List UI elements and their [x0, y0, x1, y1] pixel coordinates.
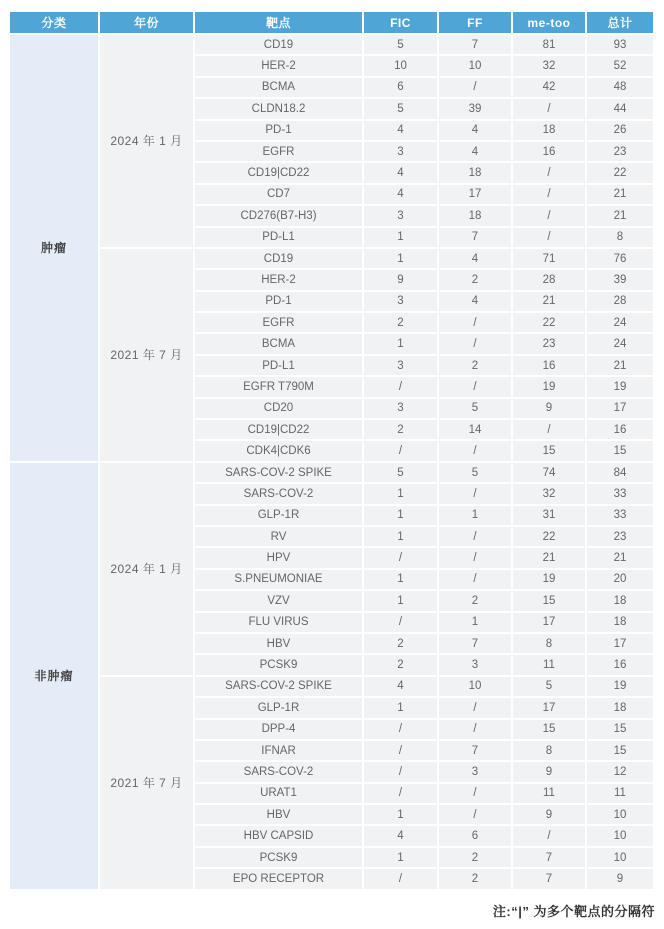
fic-cell: 2: [364, 313, 437, 332]
target-cell: HER-2: [195, 270, 362, 289]
ff-cell: 5: [439, 463, 511, 482]
year-cell: 2021 年 7 月: [100, 677, 193, 889]
ff-cell: 7: [439, 741, 511, 760]
fic-cell: 3: [364, 399, 437, 418]
metoo-cell: 11: [513, 655, 585, 674]
fic-cell: 1: [364, 484, 437, 503]
fic-cell: 9: [364, 270, 437, 289]
target-counts-table: [8, 10, 655, 891]
target-cell: HBV CAPSID: [195, 826, 362, 845]
ff-cell: 7: [439, 228, 511, 247]
total-cell: 76: [587, 249, 653, 268]
fic-cell: 2: [364, 634, 437, 653]
target-cell: PD-1: [195, 292, 362, 311]
target-cell: FLU VIRUS: [195, 613, 362, 632]
total-cell: 33: [587, 506, 653, 525]
header-row: [10, 12, 653, 33]
fic-cell: 2: [364, 420, 437, 439]
ff-cell: 2: [439, 356, 511, 375]
metoo-cell: 8: [513, 741, 585, 760]
total-cell: 18: [587, 613, 653, 632]
target-cell: PCSK9: [195, 848, 362, 867]
ff-cell: 1: [439, 506, 511, 525]
ff-cell: /: [439, 313, 511, 332]
fic-cell: 3: [364, 356, 437, 375]
fic-cell: /: [364, 784, 437, 803]
metoo-cell: 15: [513, 591, 585, 610]
target-cell: EGFR T790M: [195, 377, 362, 396]
ff-cell: 4: [439, 249, 511, 268]
metoo-cell: /: [513, 99, 585, 118]
ff-cell: /: [439, 441, 511, 460]
fic-cell: 2: [364, 655, 437, 674]
ff-cell: 14: [439, 420, 511, 439]
target-cell: HER-2: [195, 56, 362, 75]
target-cell: EGFR: [195, 142, 362, 161]
fic-cell: /: [364, 441, 437, 460]
target-cell: VZV: [195, 591, 362, 610]
column-header: 年份: [100, 12, 193, 33]
total-cell: 84: [587, 463, 653, 482]
metoo-cell: 22: [513, 527, 585, 546]
fic-cell: 4: [364, 185, 437, 204]
total-cell: 8: [587, 228, 653, 247]
ff-cell: /: [439, 548, 511, 567]
fic-cell: 5: [364, 463, 437, 482]
total-cell: 23: [587, 527, 653, 546]
year-cell: 2024 年 1 月: [100, 35, 193, 247]
metoo-cell: 16: [513, 356, 585, 375]
ff-cell: /: [439, 784, 511, 803]
fic-cell: /: [364, 548, 437, 567]
metoo-cell: 7: [513, 869, 585, 888]
target-cell: CDK4|CDK6: [195, 441, 362, 460]
target-cell: CD276(B7-H3): [195, 206, 362, 225]
column-header: 分类: [10, 12, 98, 33]
fic-cell: 4: [364, 677, 437, 696]
target-cell: EPO RECEPTOR: [195, 869, 362, 888]
fic-cell: 4: [364, 121, 437, 140]
total-cell: 21: [587, 356, 653, 375]
fic-cell: /: [364, 741, 437, 760]
metoo-cell: 9: [513, 805, 585, 824]
metoo-cell: 15: [513, 720, 585, 739]
fic-cell: 1: [364, 228, 437, 247]
fic-cell: 1: [364, 506, 437, 525]
column-header: 总计: [587, 12, 653, 33]
metoo-cell: /: [513, 185, 585, 204]
target-cell: SARS-COV-2: [195, 484, 362, 503]
ff-cell: /: [439, 78, 511, 97]
target-cell: CD20: [195, 399, 362, 418]
total-cell: 33: [587, 484, 653, 503]
target-cell: GLP-1R: [195, 506, 362, 525]
total-cell: 93: [587, 35, 653, 54]
ff-cell: 3: [439, 655, 511, 674]
total-cell: 18: [587, 591, 653, 610]
column-header: 靶点: [195, 12, 362, 33]
total-cell: 28: [587, 292, 653, 311]
fic-cell: 1: [364, 591, 437, 610]
metoo-cell: 21: [513, 292, 585, 311]
total-cell: 24: [587, 313, 653, 332]
metoo-cell: 19: [513, 377, 585, 396]
ff-cell: 39: [439, 99, 511, 118]
total-cell: 10: [587, 805, 653, 824]
total-cell: 11: [587, 784, 653, 803]
total-cell: 48: [587, 78, 653, 97]
fic-cell: /: [364, 869, 437, 888]
total-cell: 15: [587, 441, 653, 460]
total-cell: 20: [587, 570, 653, 589]
metoo-cell: 17: [513, 613, 585, 632]
category-cell: 肿瘤: [10, 35, 98, 461]
target-cell: SARS-COV-2: [195, 762, 362, 781]
metoo-cell: /: [513, 228, 585, 247]
metoo-cell: 28: [513, 270, 585, 289]
ff-cell: 5: [439, 399, 511, 418]
target-cell: CD19|CD22: [195, 163, 362, 182]
ff-cell: /: [439, 570, 511, 589]
target-cell: PCSK9: [195, 655, 362, 674]
metoo-cell: /: [513, 163, 585, 182]
target-counts-table-wrap: [8, 10, 656, 891]
ff-cell: /: [439, 334, 511, 353]
ff-cell: /: [439, 527, 511, 546]
ff-cell: 3: [439, 762, 511, 781]
year-cell: 2021 年 7 月: [100, 249, 193, 461]
ff-cell: 2: [439, 848, 511, 867]
target-cell: EGFR: [195, 313, 362, 332]
fic-cell: 1: [364, 805, 437, 824]
ff-cell: 4: [439, 142, 511, 161]
fic-cell: 6: [364, 78, 437, 97]
metoo-cell: 19: [513, 570, 585, 589]
target-cell: DPP-4: [195, 720, 362, 739]
total-cell: 10: [587, 848, 653, 867]
total-cell: 21: [587, 185, 653, 204]
ff-cell: 4: [439, 121, 511, 140]
total-cell: 21: [587, 206, 653, 225]
metoo-cell: 5: [513, 677, 585, 696]
ff-cell: /: [439, 377, 511, 396]
ff-cell: 7: [439, 634, 511, 653]
ff-cell: 7: [439, 35, 511, 54]
metoo-cell: 32: [513, 484, 585, 503]
total-cell: 16: [587, 655, 653, 674]
fic-cell: 1: [364, 848, 437, 867]
metoo-cell: /: [513, 826, 585, 845]
total-cell: 52: [587, 56, 653, 75]
table-row: [10, 35, 653, 54]
fic-cell: /: [364, 377, 437, 396]
ff-cell: 18: [439, 206, 511, 225]
target-cell: CLDN18.2: [195, 99, 362, 118]
metoo-cell: 7: [513, 848, 585, 867]
target-cell: HPV: [195, 548, 362, 567]
metoo-cell: 32: [513, 56, 585, 75]
total-cell: 17: [587, 399, 653, 418]
table-row: [10, 677, 653, 696]
total-cell: 15: [587, 720, 653, 739]
total-cell: 26: [587, 121, 653, 140]
total-cell: 15: [587, 741, 653, 760]
footnote: 注:“|” 为多个靶点的分隔符: [492, 904, 655, 919]
total-cell: 44: [587, 99, 653, 118]
fic-cell: 1: [364, 334, 437, 353]
ff-cell: 10: [439, 677, 511, 696]
fic-cell: /: [364, 613, 437, 632]
target-cell: CD19|CD22: [195, 420, 362, 439]
table-row: [10, 463, 653, 482]
ff-cell: 2: [439, 270, 511, 289]
column-header: FF: [439, 12, 511, 33]
metoo-cell: 81: [513, 35, 585, 54]
ff-cell: 1: [439, 613, 511, 632]
total-cell: 9: [587, 869, 653, 888]
total-cell: 16: [587, 420, 653, 439]
fic-cell: 3: [364, 206, 437, 225]
fic-cell: 1: [364, 527, 437, 546]
target-cell: GLP-1R: [195, 698, 362, 717]
metoo-cell: 22: [513, 313, 585, 332]
ff-cell: /: [439, 484, 511, 503]
fic-cell: 3: [364, 142, 437, 161]
fic-cell: 5: [364, 35, 437, 54]
metoo-cell: 21: [513, 548, 585, 567]
target-cell: SARS-COV-2 SPIKE: [195, 463, 362, 482]
target-cell: PD-L1: [195, 356, 362, 375]
metoo-cell: 9: [513, 399, 585, 418]
target-cell: URAT1: [195, 784, 362, 803]
fic-cell: 1: [364, 698, 437, 717]
fic-cell: 4: [364, 826, 437, 845]
total-cell: 22: [587, 163, 653, 182]
total-cell: 21: [587, 548, 653, 567]
ff-cell: 2: [439, 869, 511, 888]
ff-cell: 6: [439, 826, 511, 845]
target-cell: RV: [195, 527, 362, 546]
metoo-cell: 18: [513, 121, 585, 140]
metoo-cell: 31: [513, 506, 585, 525]
fic-cell: 1: [364, 570, 437, 589]
year-cell: 2024 年 1 月: [100, 463, 193, 675]
total-cell: 19: [587, 677, 653, 696]
total-cell: 19: [587, 377, 653, 396]
metoo-cell: 11: [513, 784, 585, 803]
total-cell: 18: [587, 698, 653, 717]
target-cell: CD7: [195, 185, 362, 204]
column-header: me-too: [513, 12, 585, 33]
metoo-cell: 74: [513, 463, 585, 482]
total-cell: 23: [587, 142, 653, 161]
fic-cell: /: [364, 762, 437, 781]
category-cell: 非肿瘤: [10, 463, 98, 889]
metoo-cell: 8: [513, 634, 585, 653]
total-cell: 24: [587, 334, 653, 353]
metoo-cell: 9: [513, 762, 585, 781]
fic-cell: 5: [364, 99, 437, 118]
metoo-cell: 15: [513, 441, 585, 460]
target-cell: HBV: [195, 634, 362, 653]
fic-cell: 1: [364, 249, 437, 268]
fic-cell: 4: [364, 163, 437, 182]
total-cell: 17: [587, 634, 653, 653]
ff-cell: 18: [439, 163, 511, 182]
ff-cell: 10: [439, 56, 511, 75]
metoo-cell: 16: [513, 142, 585, 161]
ff-cell: 2: [439, 591, 511, 610]
table-body: [10, 35, 653, 889]
metoo-cell: /: [513, 420, 585, 439]
ff-cell: 17: [439, 185, 511, 204]
target-cell: SARS-COV-2 SPIKE: [195, 677, 362, 696]
total-cell: 10: [587, 826, 653, 845]
target-cell: S.PNEUMONIAE: [195, 570, 362, 589]
target-cell: IFNAR: [195, 741, 362, 760]
metoo-cell: /: [513, 206, 585, 225]
target-cell: BCMA: [195, 78, 362, 97]
metoo-cell: 17: [513, 698, 585, 717]
ff-cell: /: [439, 720, 511, 739]
target-cell: CD19: [195, 35, 362, 54]
ff-cell: 4: [439, 292, 511, 311]
metoo-cell: 23: [513, 334, 585, 353]
column-header: FIC: [364, 12, 437, 33]
target-cell: CD19: [195, 249, 362, 268]
metoo-cell: 71: [513, 249, 585, 268]
target-cell: PD-L1: [195, 228, 362, 247]
fic-cell: /: [364, 720, 437, 739]
target-cell: PD-1: [195, 121, 362, 140]
total-cell: 39: [587, 270, 653, 289]
ff-cell: /: [439, 805, 511, 824]
target-cell: BCMA: [195, 334, 362, 353]
target-cell: HBV: [195, 805, 362, 824]
fic-cell: 10: [364, 56, 437, 75]
table-row: [10, 249, 653, 268]
fic-cell: 3: [364, 292, 437, 311]
metoo-cell: 42: [513, 78, 585, 97]
ff-cell: /: [439, 698, 511, 717]
total-cell: 12: [587, 762, 653, 781]
